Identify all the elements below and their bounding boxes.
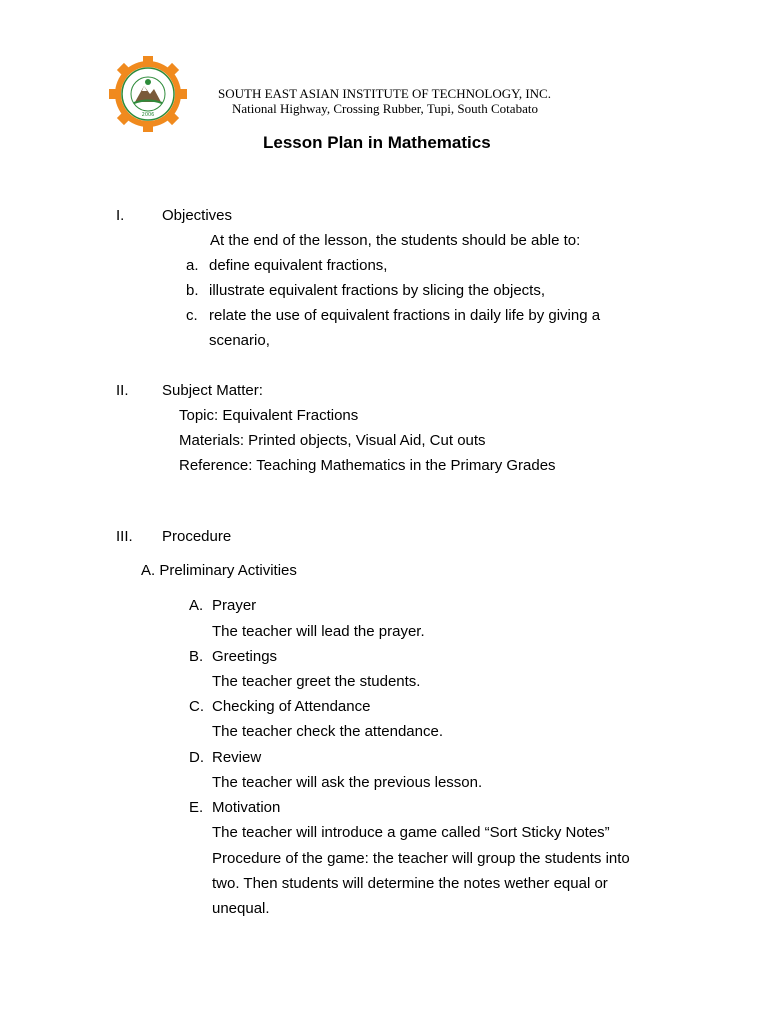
institution-address: National Highway, Crossing Rubber, Tupi, South Cotabato <box>232 101 538 116</box>
section-numeral-subject: II. <box>116 382 129 399</box>
activity-title: Checking of Attendance <box>212 698 371 715</box>
activity-title: Prayer <box>212 597 257 614</box>
objective-marker: a. <box>186 257 199 274</box>
section-numeral-procedure: III. <box>116 528 133 545</box>
section-heading-procedure: Procedure <box>162 528 232 545</box>
activity-description: The teacher will introduce a game called “Sort Sticky Notes” <box>212 824 610 841</box>
objective-marker: b. <box>186 282 199 299</box>
activity-description: The teacher check the attendance. <box>212 723 443 740</box>
activity-marker: B. <box>189 648 204 665</box>
activity-description: The teacher will ask the previous lesson. <box>212 774 483 791</box>
activity-description: unequal. <box>212 900 270 917</box>
objective-marker: c. <box>186 307 198 324</box>
section-numeral-objectives: I. <box>116 207 125 224</box>
activity-description: The teacher will lead the prayer. <box>212 623 425 640</box>
activity-marker: D. <box>189 749 204 766</box>
activity-title: Review <box>212 749 262 766</box>
procedure-subheading: A. Preliminary Activities <box>141 562 297 579</box>
activity-description: two. Then students will determine the notes wether equal or <box>212 875 608 892</box>
logo-year: 2006 <box>141 112 155 118</box>
section-heading-objectives: Objectives <box>162 207 233 224</box>
activity-title: Motivation <box>212 799 281 816</box>
subject-topic: Topic: Equivalent Fractions <box>179 407 359 424</box>
subject-reference: Reference: Teaching Mathematics in the Primary Grades <box>179 457 556 474</box>
subject-materials: Materials: Printed objects, Visual Aid, Cut outs <box>179 432 486 449</box>
institution-name: SOUTH EAST ASIAN INSTITUTE OF TECHNOLOGY, INC. <box>218 86 551 101</box>
activity-marker: C. <box>189 698 204 715</box>
activity-marker: A. <box>189 597 204 614</box>
school-logo <box>107 56 189 132</box>
activity-title: Greetings <box>212 648 278 665</box>
objective-item-continued: scenario, <box>209 332 270 349</box>
activity-description: The teacher greet the students. <box>212 673 421 690</box>
page-title: Lesson Plan in Mathematics <box>263 133 491 152</box>
objective-item: define equivalent fractions, <box>209 257 388 274</box>
objective-item: illustrate equivalent fractions by slicing the objects, <box>209 282 546 299</box>
activity-description: Procedure of the game: the teacher will group the students into <box>212 850 630 867</box>
section-heading-subject: Subject Matter: <box>162 382 263 399</box>
activity-marker: E. <box>189 799 204 816</box>
objective-item: relate the use of equivalent fractions in daily life by giving a <box>209 307 601 324</box>
objectives-intro: At the end of the lesson, the students should be able to: <box>210 232 581 249</box>
